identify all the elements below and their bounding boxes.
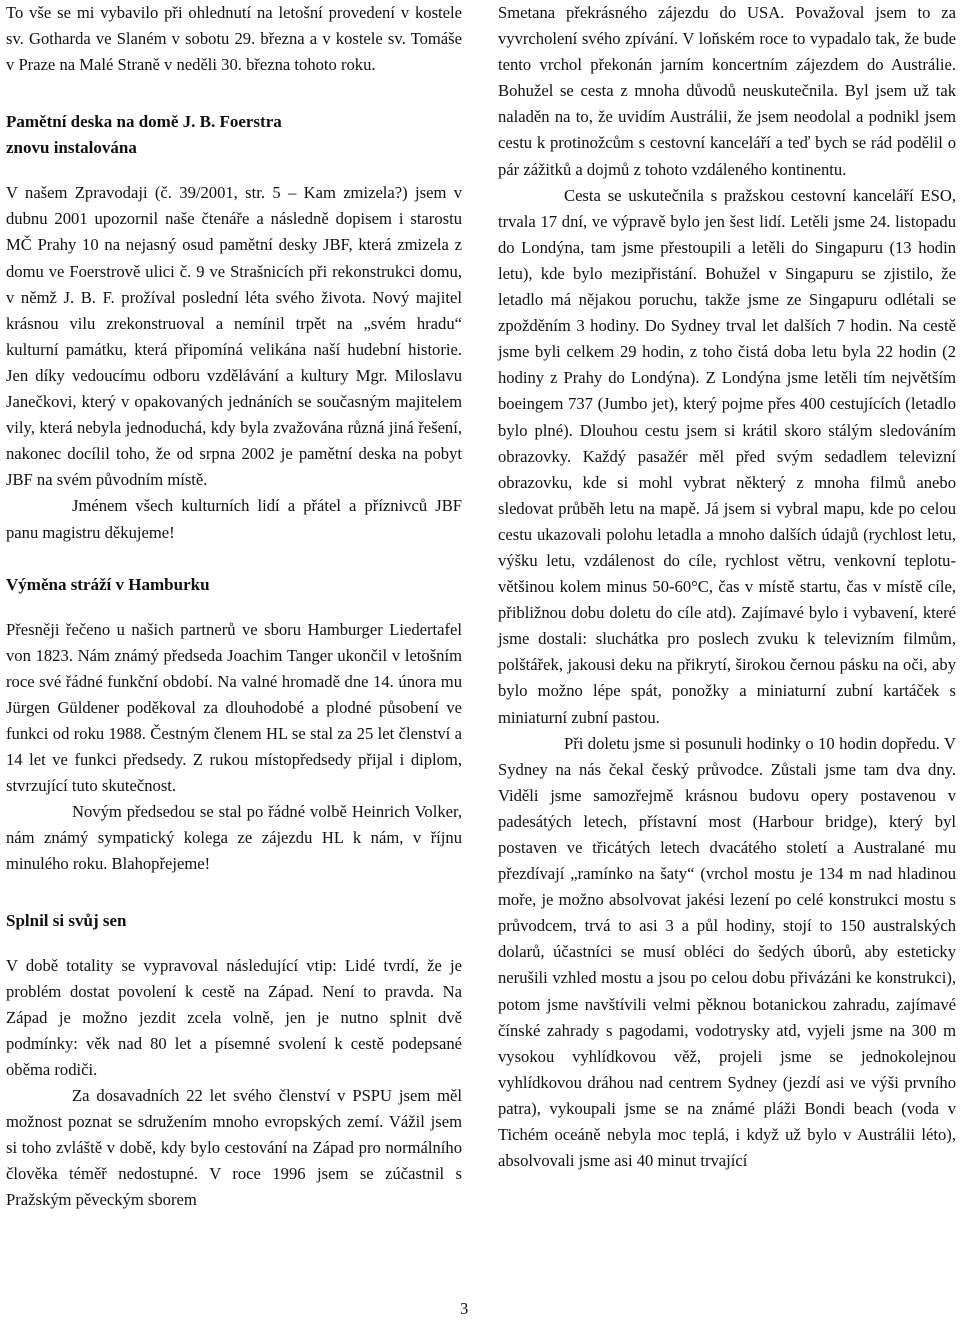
intro-paragraph: To vše se mi vybavilo při ohlednutí na letošní provedení v kostele sv. Gotharda ve Slaném v sobotu 29. března a v kostele sv. Tomáše v Praze na Malé Straně v neděli 30. března tohoto roku. bbox=[6, 3, 462, 75]
hamburk-heading: Výměna stráží v Hamburku bbox=[6, 574, 210, 594]
foerstr-heading-line1: Pamětní deska na domě J. B. Foerstra bbox=[6, 112, 282, 132]
foerstr-heading bbox=[6, 109, 462, 161]
page-number: 3 bbox=[460, 1299, 469, 1318]
left-column bbox=[6, 0, 462, 1213]
australia-paragraph-2: Cesta se uskutečnila s pražskou cestovní kanceláří ESO, trvala 17 dní, ve výpravě bylo jen šest lidí. Letěli jsme 24. listopadu do Londýna, tam jsme přestoupili a letěli do Singapuru (13 hodin letu), kde bylo mezipřistání. Bohužel v Singapuru se zjistilo, že letadlo má nějakou poruchu, takže jsme ze Singapuru odlétali se zpožděním 3 hodiny. Do Sydney trval let dalších 7 hodin. Na cestě jsme byli celkem 29 hodin, z toho čistá doba letu byla 22 hodin (2 hodiny z Prahy do Londýna). Z Londýna jsme letěli tím největším boeingem 737 (Jumbo jet), který pojme přes 400 cestujících (letadlo bylo plné). Dlouhou cestu jsem si krátil skoro stálým sledováním obrazovky. Každý pasažér měl před svým sedadlem televizní obrazovku, kde si mohl vybrat některý z mnoha filmů anebo sledovat průběh letu na mapě. Já jsem si vybral mapu, kde po celou cestu ukazovali polohu letadla a mnoho dalších údajů (rychlost letu, výšku letu, vzdálenost do cíle, rychlost větru, venkovní teplotu-většinou kolem minus 50-60°C, čas v místě startu, čas v místě cíle, přibližnou dobu doletu do cíle atd). Zajímavé bylo i vybavení, které jsme dostali: sluchátka pro poslech zvuku k televizním filmům, polštářek, jakousi deku na přikrytí, širokou černou pásku na oči, aby bylo možno lépe spát, ponožky a miniaturní zubní kartáček s miniaturní zubní pastou. bbox=[498, 185, 956, 727]
splnil-heading: Splnil si svůj sen bbox=[6, 910, 127, 930]
foerstr-heading-line2: znovu instalována bbox=[6, 138, 137, 158]
hamburk-paragraph-1: Přesněji řečeno u našich partnerů ve sboru Hamburger Liedertafel von 1823. Nám známý předseda Joachim Tanger ukončil v letošním roce své řádné funkční období. Na valné hromadě dne 14. února mu Jürgen Güldener poděkoval za dlouhodobé a plodné působení ve funkci od roku 1988. Čestným členem HL se stal za 25 let členství a 14 let ve funkci předsedy. Z rukou místopředsedy přijal i diplom, stvrzující tuto skutečnost. bbox=[6, 619, 462, 796]
foerstr-paragraph-2: Jménem všech kulturních lidí a přátel a příznivců JBF panu magistru děkujeme! bbox=[6, 496, 462, 542]
australia-paragraph-1: Smetana překrásného zájezdu do USA. Považoval jsem to za vyvrcholení svého zpívání. V loňském roce to vypadalo tak, že bude tento vrchol překonán jarním koncertním zájezdem do Austrálie. Bohužel se cesta z mnoha důvodů neuskutečnila. Byl jsem už tak naladěn na to, že uvidím Austrálii, že jsem neodolal a podnikl jsem cestu k protinožcům s cestovní kanceláří a teď bych se rád podělil o pár zážitků a dojmů z tohoto vzdáleného kontinentu. bbox=[498, 3, 956, 179]
foerstr-paragraph-1: V našem Zpravodaji (č. 39/2001, str. 5 – Kam zmizela?) jsem v dubnu 2001 upozornil naše čtenáře a následně dopisem i starostu MČ Prahy 10 na nejasný osud pamětní desky JBF, která zmizela z domu ve Foerstrově ulici č. 9 ve Strašnicích při rekonstrukci domu, v němž J. B. F. prožíval poslední léta svého života. Nový majitel krásnou vilu zrekonstruoval a nemínil trpět na „svém hradu“ kulturní památku, která připomíná velikána naší hudební historie. Jen díky vedoucímu odboru vzdělávání a kultury Mgr. Miloslavu Janečkovi, který v opakovaných jednáních se současným majitelem vily, která nebyla jednoduchá, kdy byla zvažována různá jiná řešení, nakonec docílil toho, že od srpna 2002 je pamětní deska na pobyt JBF na svém původním místě. bbox=[6, 183, 462, 490]
splnil-paragraph-1: V době totality se vypravoval následující vtip: Lidé tvrdí, že je problém dostat povolení k cestě na Západ. Není to pravda. Na Západ je možno jezdit zcela volně, jen je nutno splnit dvě podmínky: věk nad 80 let a písemné svolení k cestě podepsané oběma rodiči. bbox=[6, 955, 462, 1079]
australia-paragraph-3: Při doletu jsme si posunuli hodinky o 10 hodin dopředu. V Sydney na nás čekal český průvodce. Zůstali jsme tam dva dny. Viděli jsme samozřejmě krásnou budovu opery postavenou v padesátých letech, přístavní most (Harbour bridge), který byl postaven ve třicátých letech dvacátého století a Australané mu přezdívají „ramínko na šaty“ (vrchol mostu je 134 m nad hladinou moře, je možno absolvovat jakési lezení po celé konstrukci mostu s průvodcem, trvá to asi 3 a půl hodiny, stojí to 150 australských dolarů, účastníci se musí obléci do šedých úborů, aby esteticky nerušili vzhled mostu a jsou po celou dobu přivázáni ke konstrukci), potom jsme navštívili velmi pěknou botanickou zahradu, zajímavé čínské zahrady s pagodami, vodotrysky atd, vyjeli jsme na 300 m vysokou vyhlídkovou věž, projeli jsme se jednokolejnou vyhlídkovou dráhou nad centrem Sydney (jezdí asi ve výši prvního patra), vykoupali jsme se na známé pláži Bondi beach (voda v Tichém oceáně nebyla moc teplá, i když už bylo v Austrálii léto), absolvovali jsme asi 40 minut trvající bbox=[498, 733, 956, 1171]
splnil-paragraph-2: Za dosavadních 22 let svého členství v PSPU jsem měl možnost poznat se sdružením mnoho evropských zemí. Vážil jsem si toho zvláště v době, kdy bylo cestování na Západ pro normálního člověka téměř nedostupné. V roce 1996 jsem se zúčastnil s Pražským pěveckým sborem bbox=[6, 1086, 462, 1210]
right-column bbox=[498, 0, 956, 1174]
hamburk-paragraph-2: Novým předsedou se stal po řádné volbě Heinrich Volker, nám známý sympatický kolega ze zájezdu HL k nám, v říjnu minulého roku. Blahopřejeme! bbox=[6, 802, 462, 874]
